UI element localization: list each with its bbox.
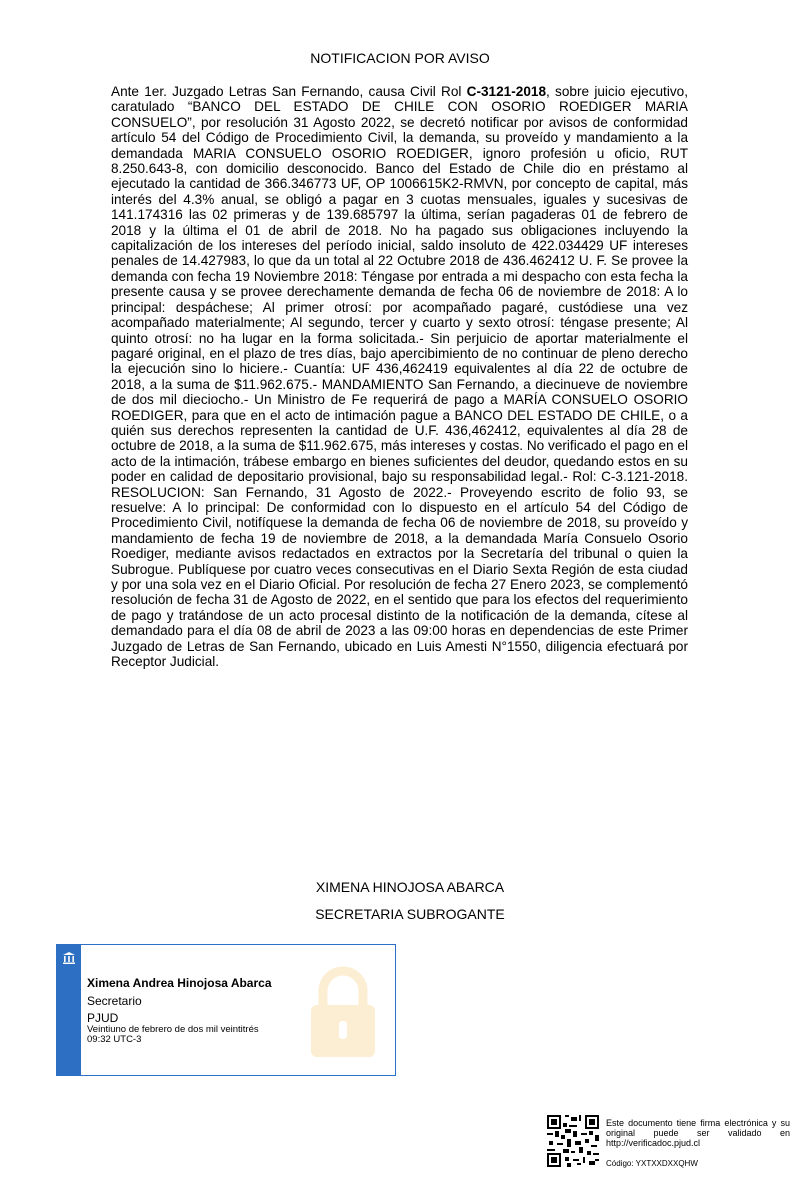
signatory-name: XIMENA HINOJOSA ABARCA — [315, 879, 505, 895]
signer-name: Ximena Andrea Hinojosa Abarca — [87, 976, 272, 990]
verification-code: Código: YXTXXDXXQHW — [606, 1159, 698, 1168]
electronic-signature-card — [56, 944, 396, 1076]
verification-notice: Este documento tiene firma electrónica y su original puede ser validado en http://verificadoc.pjud.cl — [606, 1118, 790, 1148]
signer-role: Secretario — [87, 994, 142, 1008]
notice-body — [111, 84, 688, 669]
body-text: , sobre juicio ejecutivo, caratulado “BANCO DEL ESTADO DE CHILE CON OSORIO ROEDIGER MARIA CONSUELO”, por resolución 31 Agosto 2022, se decretó notificar por avisos de conformidad artículo 54 del Código de Procedimiento Civil, la demanda, su proveído y mandamiento a la demandada MARIA CONSUELO OSORIO ROEDIGER, ignoro profesión u oficio, RUT 8.250.643-8, con domicilio desconocido. Banco del Estado de Chile dio en préstamo al ejecutado la cantidad de 366.346773 UF, OP 1006615K2-RMVN, por concepto de capital, más interés del 4.3% anual, se obligó a pagar en 3 cuotas mensuales, iguales y sucesivas de 141.174316 las 02 primeras y de 139.685797 la última, serían pagaderas 01 de febrero de 2018 y la última el 01 de abril de 2018. No ha pagado sus obligaciones incluyendo la capitalización de los intereses del período inicial, saldo insoluto de 422.034429 UF intereses penales de 14.427983, lo que da un total al 22 Octubre 2018 de 436.462412 U. F. Se provee la demanda con fecha 19 Noviembre 2018: Téngase por entrada a mi despacho con esta fecha la presente causa y se provee derechamente demanda de fecha 06 de noviembre de 2018: A lo principal: despáchese; Al primer otrosí: por acompañado pagaré, custódiese una vez acompañado materialmente; Al segundo, tercer y cuarto y sexto otrosí: téngase presente; Al quinto otrosí: no ha lugar en la forma solicitada.- Sin perjuicio de aportar materialmente el pagaré original, en el plazo de tres días, bajo apercibimiento de no continuar de pleno derecho la ejecución sino lo hiciere.- Cuantía: UF 436,462419 equivalentes al día 22 de octubre de 2018, a la suma de $11.962.675.- MANDAMIENTO San Fernando, a diecinueve de noviembre de dos mil dieciocho.- Un Ministro de Fe requerirá de pago a MARÍA CONSUELO OSORIO ROEDIGER, para que en el acto de intimación pague a BANCO DEL ESTADO DE CHILE, o a quién sus derechos representen la cantidad de U.F. 436,462412, equivalentes al día 28 de octubre de 2018, a la suma de $11.962.675, más intereses y costas. No verificado el pago en el acto de la intimación, trábese embargo en bienes suficientes del deudor, quedando estos en su poder en calidad de depositario provisional, bajo su responsabilidad legal.- Rol: C-3.121-2018. RESOLUCION: San Fernando, 31 Agosto de 2022.- Proveyendo escrito de folio 93, se resuelve: A lo principal: De conformidad con lo dispuesto en el artículo 54 del Código de Procedimiento Civil, notifíquese la demanda de fecha 06 de noviembre de 2018, su proveído y mandamiento de fecha 19 de noviembre de 2018, a la demandada María Consuelo Osorio Roediger, mediante avisos redactados en extractos por la Secretaría del tribunal o quien la Subrogue. Publíquese por cuatro veces consecutivas en el Diario Sexta Región de esta ciudad y por una sola vez en el Diario Oficial. Por resolución de fecha 27 Enero 2023, se complementó resolución de fecha 31 de Agosto de 2022, en el sentido que para los efectos del requerimiento de pago y tratándose de un acto procesal distinto de la notificación de la demanda, cítese al demandado para el día 08 de abril de 2023 a las 09:00 horas en dependencias de este Primer Juzgado de Letras de San Fernando, ubicado en Luis Amesti N°1550, diligencia efectuará por Receptor Judicial. — [111, 84, 688, 670]
case-number: C-3121-2018 — [466, 84, 547, 99]
signature-date: Veintiuno de febrero de dos mil veintitrés — [87, 1024, 259, 1035]
signature-time: 09:32 UTC-3 — [87, 1034, 142, 1045]
lock-icon — [305, 965, 381, 1061]
signer-organization: PJUD — [87, 1011, 119, 1025]
signature-timestamp — [87, 1025, 307, 1045]
court-building-icon — [62, 951, 76, 965]
body-intro: Ante 1er. Juzgado Letras San Fernando, causa Civil Rol — [111, 84, 467, 99]
qr-code-icon — [547, 1115, 599, 1167]
signatory-title: SECRETARIA SUBROGANTE — [315, 906, 505, 922]
document-title: NOTIFICACION POR AVISO — [310, 50, 490, 66]
